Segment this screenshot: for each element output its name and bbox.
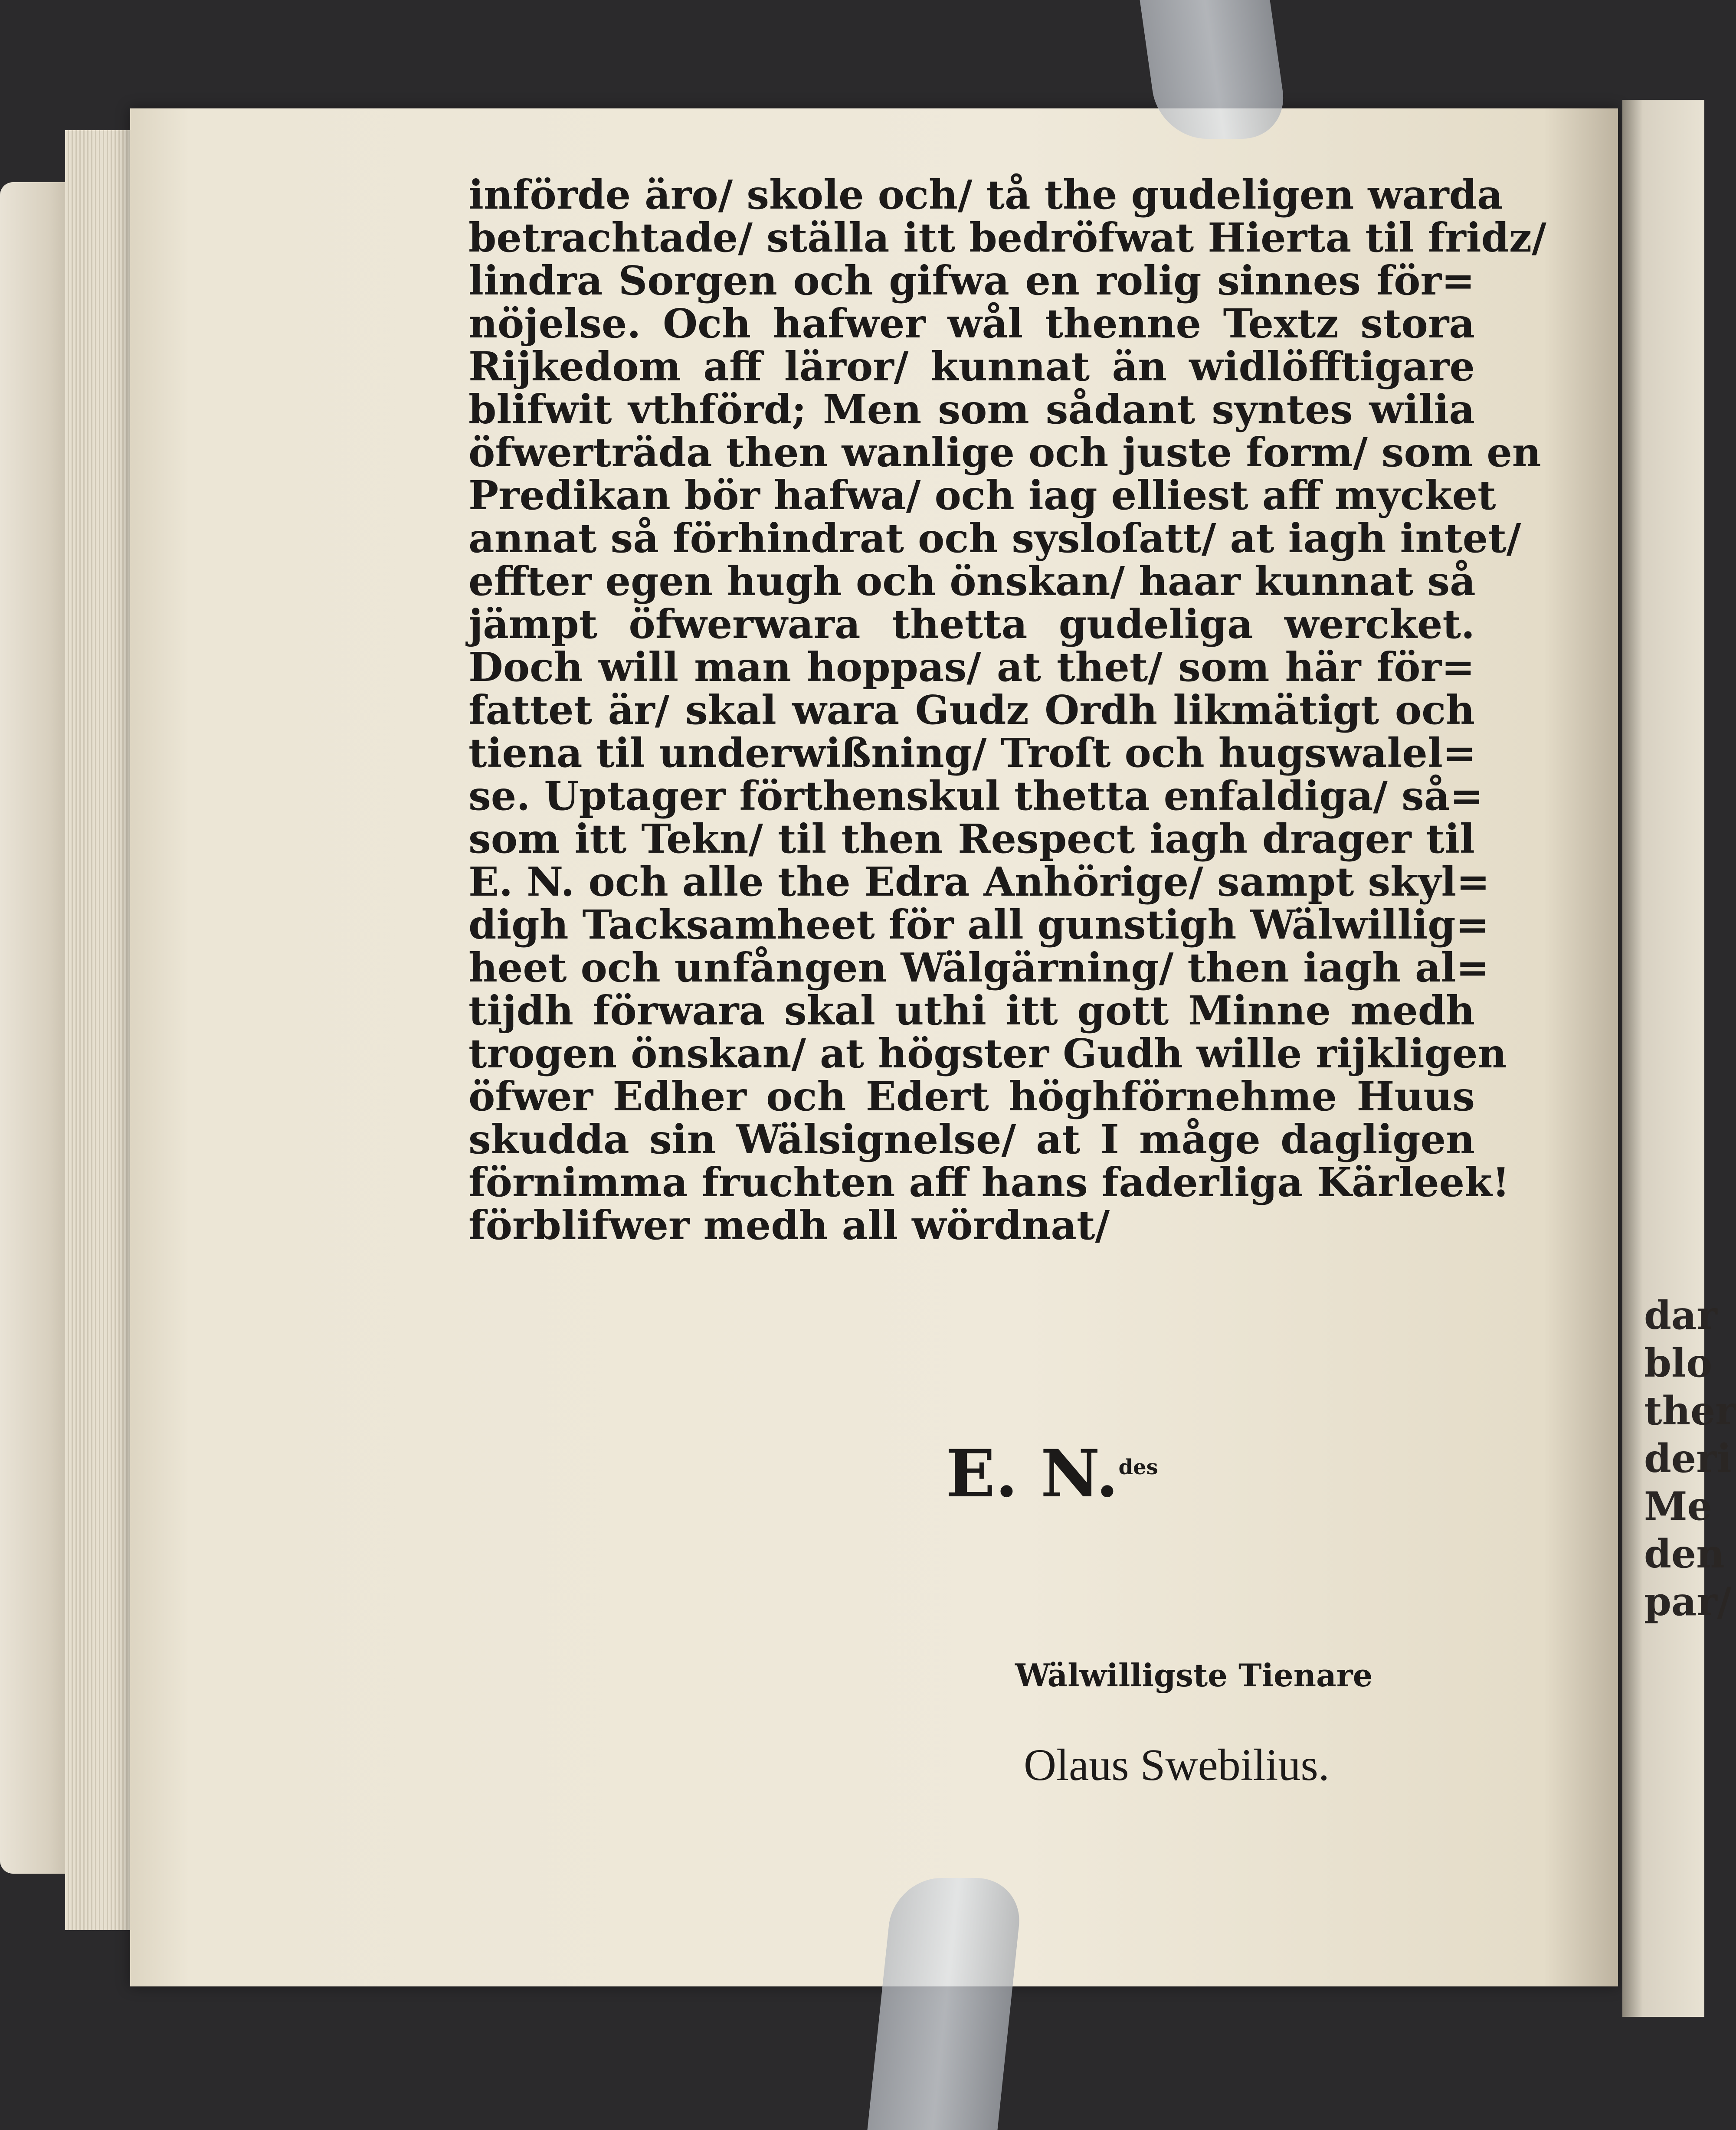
text-line: tiena til underwißning/ Troſt och hugswalel= bbox=[468, 730, 1476, 776]
text-line: Rijkedom aff läror/ kunnat än widlöfftigare bbox=[468, 343, 1475, 390]
text-line: heet och unfången Wälgärning/ then iagh al= bbox=[468, 944, 1490, 991]
facing-page-edge bbox=[1622, 100, 1704, 2017]
addressee-initials bbox=[946, 1436, 1158, 1512]
body-text bbox=[468, 171, 1546, 1249]
page-clip-bottom bbox=[867, 1878, 1024, 2130]
text-line: trogen önskan/ at högster Gudh wille rijkligen bbox=[468, 1030, 1507, 1077]
closing-line: Wälwilligste Tienare bbox=[1015, 1657, 1373, 1694]
text-line: som itt Tekn/ til then Respect iagh drager til bbox=[468, 815, 1475, 862]
text-line: fattet är/ skal wara Gudz Ordh likmätigt och bbox=[468, 687, 1475, 733]
initials-text: E. N. bbox=[946, 1436, 1119, 1512]
text-line: E. N. och alle the Edra Anhörige/ sampt skyl= bbox=[468, 858, 1490, 905]
initials-superscript: des bbox=[1118, 1455, 1158, 1479]
text-line: digh Tacksamheet för all gunstigh Wälwillig= bbox=[468, 901, 1489, 948]
text-line: betrachtade/ ställa itt bedröfwat Hierta til fridz/ bbox=[468, 214, 1546, 261]
text-line: Doch will man hoppas/ at thet/ som här för= bbox=[468, 644, 1475, 690]
text-line: skudda sin Wälsignelse/ at I måge dagligen bbox=[468, 1116, 1475, 1163]
facing-page-fragment: Me bbox=[1644, 1483, 1712, 1529]
text-line: se. Uptager förthenskul thetta enfaldiga/ så= bbox=[468, 772, 1484, 819]
facing-page-fragment: deri bbox=[1644, 1436, 1732, 1482]
text-line: förnimma fruchten aff hans faderliga Kärleek! bbox=[468, 1159, 1510, 1206]
text-line: annat så förhindrat och sysloſatt/ at iagh intet/ bbox=[468, 515, 1521, 562]
facing-page-fragment: par/ bbox=[1644, 1579, 1732, 1625]
text-line: jämpt öfwerwara thetta gudeliga wercket. bbox=[468, 601, 1475, 648]
text-line: nöjelse. Och hafwer wål thenne Textz stora bbox=[468, 300, 1475, 347]
text-line: tijdh förwara skal uthi itt gott Minne medh bbox=[468, 987, 1475, 1034]
text-line: förblifwer medh all wördnat/ bbox=[468, 1202, 1110, 1249]
text-line: öfwer Edher och Edert höghförnehme Huus bbox=[468, 1073, 1475, 1120]
text-line: effter egen hugh och önskan/ haar kunnat så bbox=[468, 558, 1476, 605]
text-line: öfwerträda then wanlige och juste form/ som en bbox=[468, 429, 1541, 476]
facing-page-fragment: blo bbox=[1644, 1340, 1713, 1386]
text-line: Predikan bör hafwa/ och iag elliest aff mycket bbox=[468, 472, 1496, 519]
facing-page-fragment: den bbox=[1644, 1531, 1725, 1577]
facing-page-fragment: ther bbox=[1644, 1388, 1736, 1434]
text-line: införde äro/ skole och/ tå the gudeligen warda bbox=[468, 171, 1503, 218]
signature: Olaus Swebilius. bbox=[1024, 1740, 1330, 1790]
text-line: blifwit vthförd; Men som sådant syntes wilia bbox=[468, 386, 1475, 433]
text-line: lindra Sorgen och gifwa en rolig sinnes för= bbox=[468, 257, 1475, 304]
facing-page-fragment: dar bbox=[1644, 1292, 1717, 1338]
